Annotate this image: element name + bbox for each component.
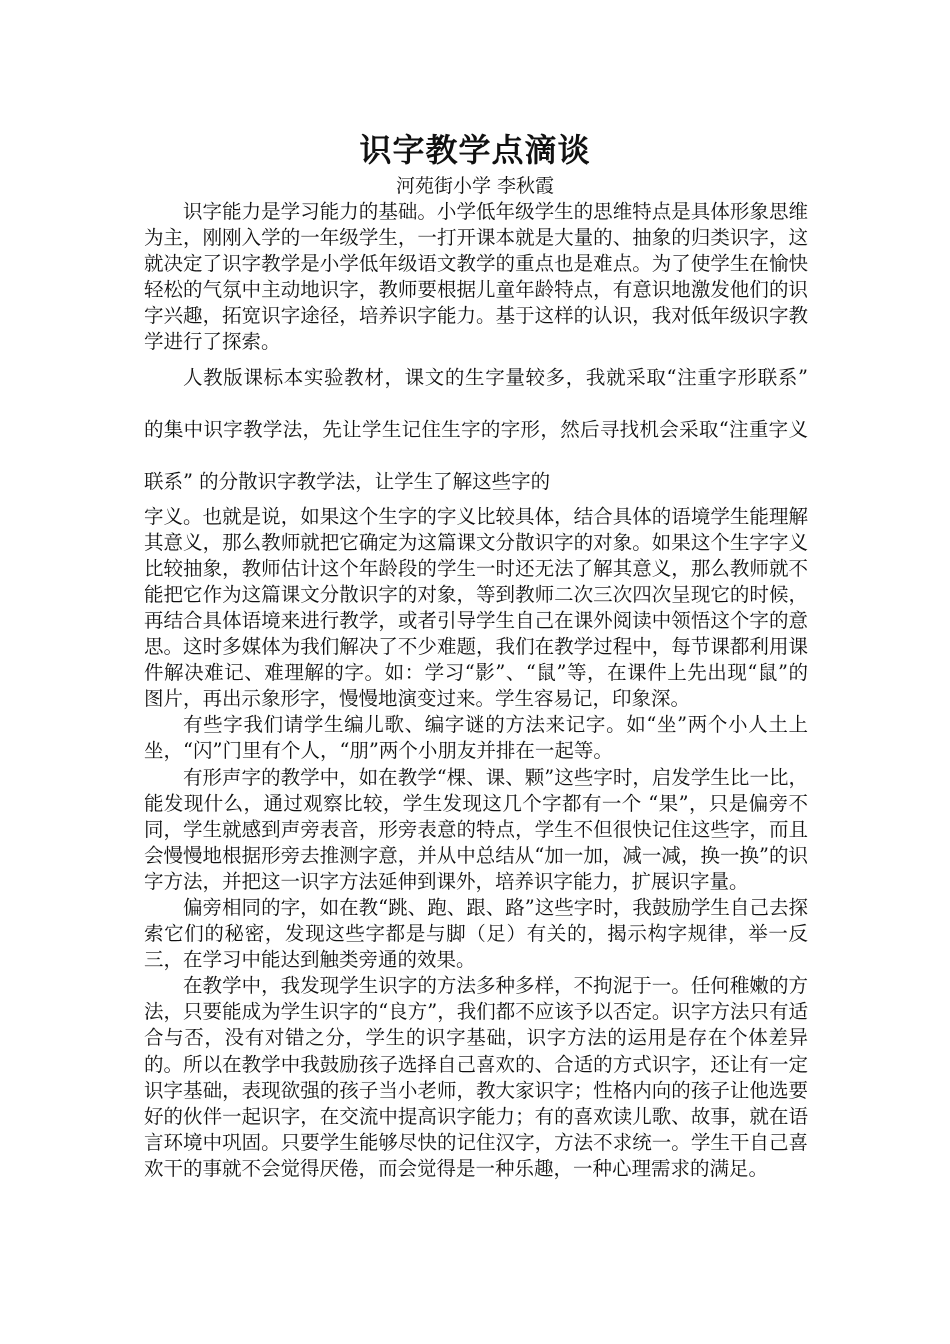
- paragraph-7: 在教学中，我发现学生识字的方法多种多样，不拘泥于一。任何稚嫩的方法，只要能成为学生识字的“良方”，我们都不应该予以否定。识字方法只有适合与否，没有对错之分，学生的识字基础，识字方法的运用是存在个体差异的。所以在教学中我鼓励孩子选择自己喜欢的、合适的方式识字，还让有一定识字基础，表现欲强的孩子当小老师，教大家识字；性格内向的孩子让他选要好的伙伴一起识字，在交流中提高识字能力；有的喜欢读儿歌、故事，就在语言环境中巩固。只要学生能够尽快的记住汉字，方法不求统一。学生干自己喜欢干的事就不会觉得厌倦，而会觉得是一种乐趣，一种心理需求的满足。: [144, 974, 808, 1180]
- paragraph-3: 字义。也就是说，如果这个生字的字义比较具体，结合具体的语境学生能理解其意义，那么教师就把它确定为这篇课文分散识字的对象。如果这个生字字义比较抽象，教师估计这个年龄段的学生一时还无法了解其意义，那么教师就不能把它作为这篇课文分散识字的对象，等到教师二次三次四次呈现它的时候，再结合具体语境来进行教学，或者引导学生自己在课外阅读中领悟这个字的意思。这时多媒体为我们解决了不少难题，我们在教学过程中，每节课都利用课件解决难记、难理解的字。如：学习“影”、“鼠”等，在课件上先出现“鼠”的图片，再出示象形字，慢慢地演变过来。学生容易记，印象深。: [144, 504, 808, 711]
- paragraph-5: 有形声字的教学中，如在教学“棵、课、颗”这些字时，启发学生比一比，能发现什么，通过观察比较，学生发现这几个字都有一个 “果”，只是偏旁不同，学生就感到声旁表音，形旁表意的特点，学生不但很快记住这些字，而且会慢慢地根据形旁去推测字意，并从中总结从“加一加，减一减，换一换”的识字方法，并把这一识字方法延伸到课外，培养识字能力，扩展识字量。: [144, 765, 808, 893]
- paragraph-1: 识字能力是学习能力的基础。小学低年级学生的思维特点是具体形象思维为主，刚刚入学的一年级学生，一打开课本就是大量的、抽象的归类识字，这就决定了识字教学是小学低年级语文教学的重点也是难点。为了使学生在愉快轻松的气氛中主动地识字，教师要根据儿童年龄特点，有意识地激发他们的识字兴趣，拓宽识字途径，培养识字能力。基于这样的认识，我对低年级识字教学进行了探索。: [144, 200, 808, 354]
- paragraph-4: 有些字我们请学生编儿歌、编字谜的方法来记字。如“坐”两个小人土上坐，“闪”门里有个人，“朋”两个小朋友并排在一起等。: [144, 713, 808, 763]
- paragraph-2: 人教版课标本实验教材，课文的生字量较多，我就采取“注重字形联系” 的集中识字教学法，先让学生记住生字的字形，然后寻找机会采取“注重字义联系” 的分散识字教学法，让学生了解这些字的: [144, 365, 808, 493]
- document-author: 河苑街小学 李秋霞: [395, 175, 555, 197]
- document-title: 识字教学点滴谈: [359, 131, 591, 169]
- paragraph-6: 偏旁相同的字，如在教“跳、跑、跟、路”这些字时，我鼓励学生自己去探索它们的秘密，发现这些字都是与脚（足）有关的，揭示构字规律，举一反三，在学习中能达到触类旁通的效果。: [144, 895, 808, 972]
- document-body: [144, 199, 808, 1182]
